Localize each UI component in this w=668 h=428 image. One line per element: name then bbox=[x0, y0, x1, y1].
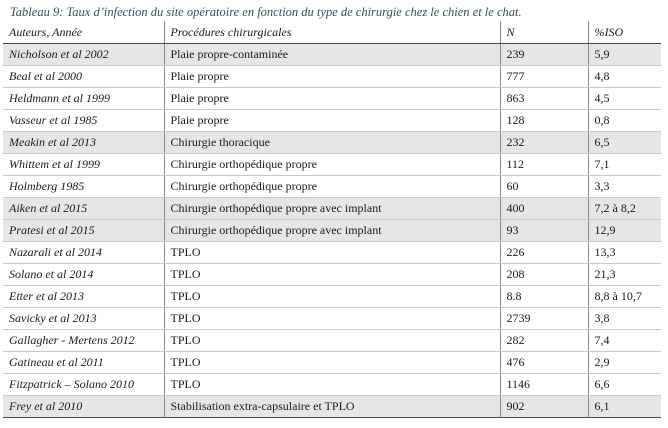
iso-percent-cell: 3,3 bbox=[588, 176, 661, 198]
n-cell: 208 bbox=[500, 264, 588, 286]
table-row bbox=[3, 66, 661, 88]
author-cell: Gatineau et al 2011 bbox=[3, 352, 164, 374]
iso-percent-cell: 0,8 bbox=[588, 110, 661, 132]
iso-percent-cell: 3,8 bbox=[588, 308, 661, 330]
author-cell: Nazarali et al 2014 bbox=[3, 242, 164, 264]
table-row bbox=[3, 110, 661, 132]
n-cell: 8.8 bbox=[500, 286, 588, 308]
author-cell: Frey et al 2010 bbox=[3, 396, 164, 418]
table-row bbox=[3, 396, 661, 418]
header-n: N bbox=[500, 21, 588, 44]
table-row bbox=[3, 374, 661, 396]
iso-percent-cell: 6,6 bbox=[588, 374, 661, 396]
author-cell: Holmberg 1985 bbox=[3, 176, 164, 198]
n-cell: 2739 bbox=[500, 308, 588, 330]
table-row bbox=[3, 242, 661, 264]
author-cell: Solano et al 2014 bbox=[3, 264, 164, 286]
n-cell: 60 bbox=[500, 176, 588, 198]
n-cell: 232 bbox=[500, 132, 588, 154]
author-cell: Beal et al 2000 bbox=[3, 66, 164, 88]
procedure-cell: Stabilisation extra-capsulaire et TPLO bbox=[164, 396, 500, 418]
n-cell: 239 bbox=[500, 44, 588, 66]
iso-percent-cell: 7,1 bbox=[588, 154, 661, 176]
table-row bbox=[3, 352, 661, 374]
author-cell: Aiken et al 2015 bbox=[3, 198, 164, 220]
table-row bbox=[3, 88, 661, 110]
author-cell: Etter et al 2013 bbox=[3, 286, 164, 308]
table-row bbox=[3, 132, 661, 154]
author-cell: Pratesi et al 2015 bbox=[3, 220, 164, 242]
table-row bbox=[3, 44, 661, 66]
iso-percent-cell: 4,8 bbox=[588, 66, 661, 88]
author-cell: Fitzpatrick – Solano 2010 bbox=[3, 374, 164, 396]
n-cell: 476 bbox=[500, 352, 588, 374]
table-header bbox=[3, 21, 661, 44]
procedure-cell: TPLO bbox=[164, 286, 500, 308]
author-cell: Whittem et al 1999 bbox=[3, 154, 164, 176]
procedure-cell: Plaie propre bbox=[164, 110, 500, 132]
author-cell: Meakin et al 2013 bbox=[3, 132, 164, 154]
table-row bbox=[3, 198, 661, 220]
iso-percent-cell: 7,2 à 8,2 bbox=[588, 198, 661, 220]
table-row bbox=[3, 308, 661, 330]
table-row bbox=[3, 176, 661, 198]
procedure-cell: Plaie propre bbox=[164, 66, 500, 88]
table-row bbox=[3, 330, 661, 352]
header-authors: Auteurs, Année bbox=[3, 21, 164, 44]
header-procedures: Procédures chirurgicales bbox=[164, 21, 500, 44]
procedure-cell: TPLO bbox=[164, 264, 500, 286]
procedure-cell: TPLO bbox=[164, 242, 500, 264]
n-cell: 863 bbox=[500, 88, 588, 110]
author-cell: Savicky et al 2013 bbox=[3, 308, 164, 330]
n-cell: 282 bbox=[500, 330, 588, 352]
table-row bbox=[3, 286, 661, 308]
iso-percent-cell: 4,5 bbox=[588, 88, 661, 110]
n-cell: 902 bbox=[500, 396, 588, 418]
iso-percent-cell: 7,4 bbox=[588, 330, 661, 352]
procedure-cell: Chirurgie orthopédique propre avec implant bbox=[164, 220, 500, 242]
procedure-cell: TPLO bbox=[164, 308, 500, 330]
iso-percent-cell: 21,3 bbox=[588, 264, 661, 286]
procedure-cell: TPLO bbox=[164, 374, 500, 396]
table-row bbox=[3, 264, 661, 286]
header-iso-percent: %ISO bbox=[588, 21, 661, 44]
n-cell: 400 bbox=[500, 198, 588, 220]
n-cell: 128 bbox=[500, 110, 588, 132]
table-body bbox=[3, 44, 661, 418]
procedure-cell: Chirurgie orthopédique propre bbox=[164, 176, 500, 198]
iso-percent-cell: 13,3 bbox=[588, 242, 661, 264]
author-cell: Gallagher - Mertens 2012 bbox=[3, 330, 164, 352]
iso-percent-cell: 12,9 bbox=[588, 220, 661, 242]
procedure-cell: Plaie propre-contaminée bbox=[164, 44, 500, 66]
header-row bbox=[3, 21, 661, 44]
author-cell: Nicholson et al 2002 bbox=[3, 44, 164, 66]
infection-rate-table bbox=[3, 21, 661, 418]
n-cell: 112 bbox=[500, 154, 588, 176]
table-row bbox=[3, 220, 661, 242]
table-caption: Tableau 9: Taux d’infection du site opératoire en fonction du type de chirurgie chez le chien et le chat. bbox=[10, 5, 522, 19]
iso-percent-cell: 6,1 bbox=[588, 396, 661, 418]
procedure-cell: Chirurgie thoracique bbox=[164, 132, 500, 154]
author-cell: Vasseur et al 1985 bbox=[3, 110, 164, 132]
procedure-cell: TPLO bbox=[164, 330, 500, 352]
iso-percent-cell: 5,9 bbox=[588, 44, 661, 66]
n-cell: 226 bbox=[500, 242, 588, 264]
procedure-cell: Plaie propre bbox=[164, 88, 500, 110]
procedure-cell: Chirurgie orthopédique propre avec implant bbox=[164, 198, 500, 220]
procedure-cell: Chirurgie orthopédique propre bbox=[164, 154, 500, 176]
n-cell: 1146 bbox=[500, 374, 588, 396]
iso-percent-cell: 6,5 bbox=[588, 132, 661, 154]
n-cell: 93 bbox=[500, 220, 588, 242]
n-cell: 777 bbox=[500, 66, 588, 88]
author-cell: Heldmann et al 1999 bbox=[3, 88, 164, 110]
iso-percent-cell: 2,9 bbox=[588, 352, 661, 374]
procedure-cell: TPLO bbox=[164, 352, 500, 374]
table-row bbox=[3, 154, 661, 176]
iso-percent-cell: 8,8 à 10,7 bbox=[588, 286, 661, 308]
